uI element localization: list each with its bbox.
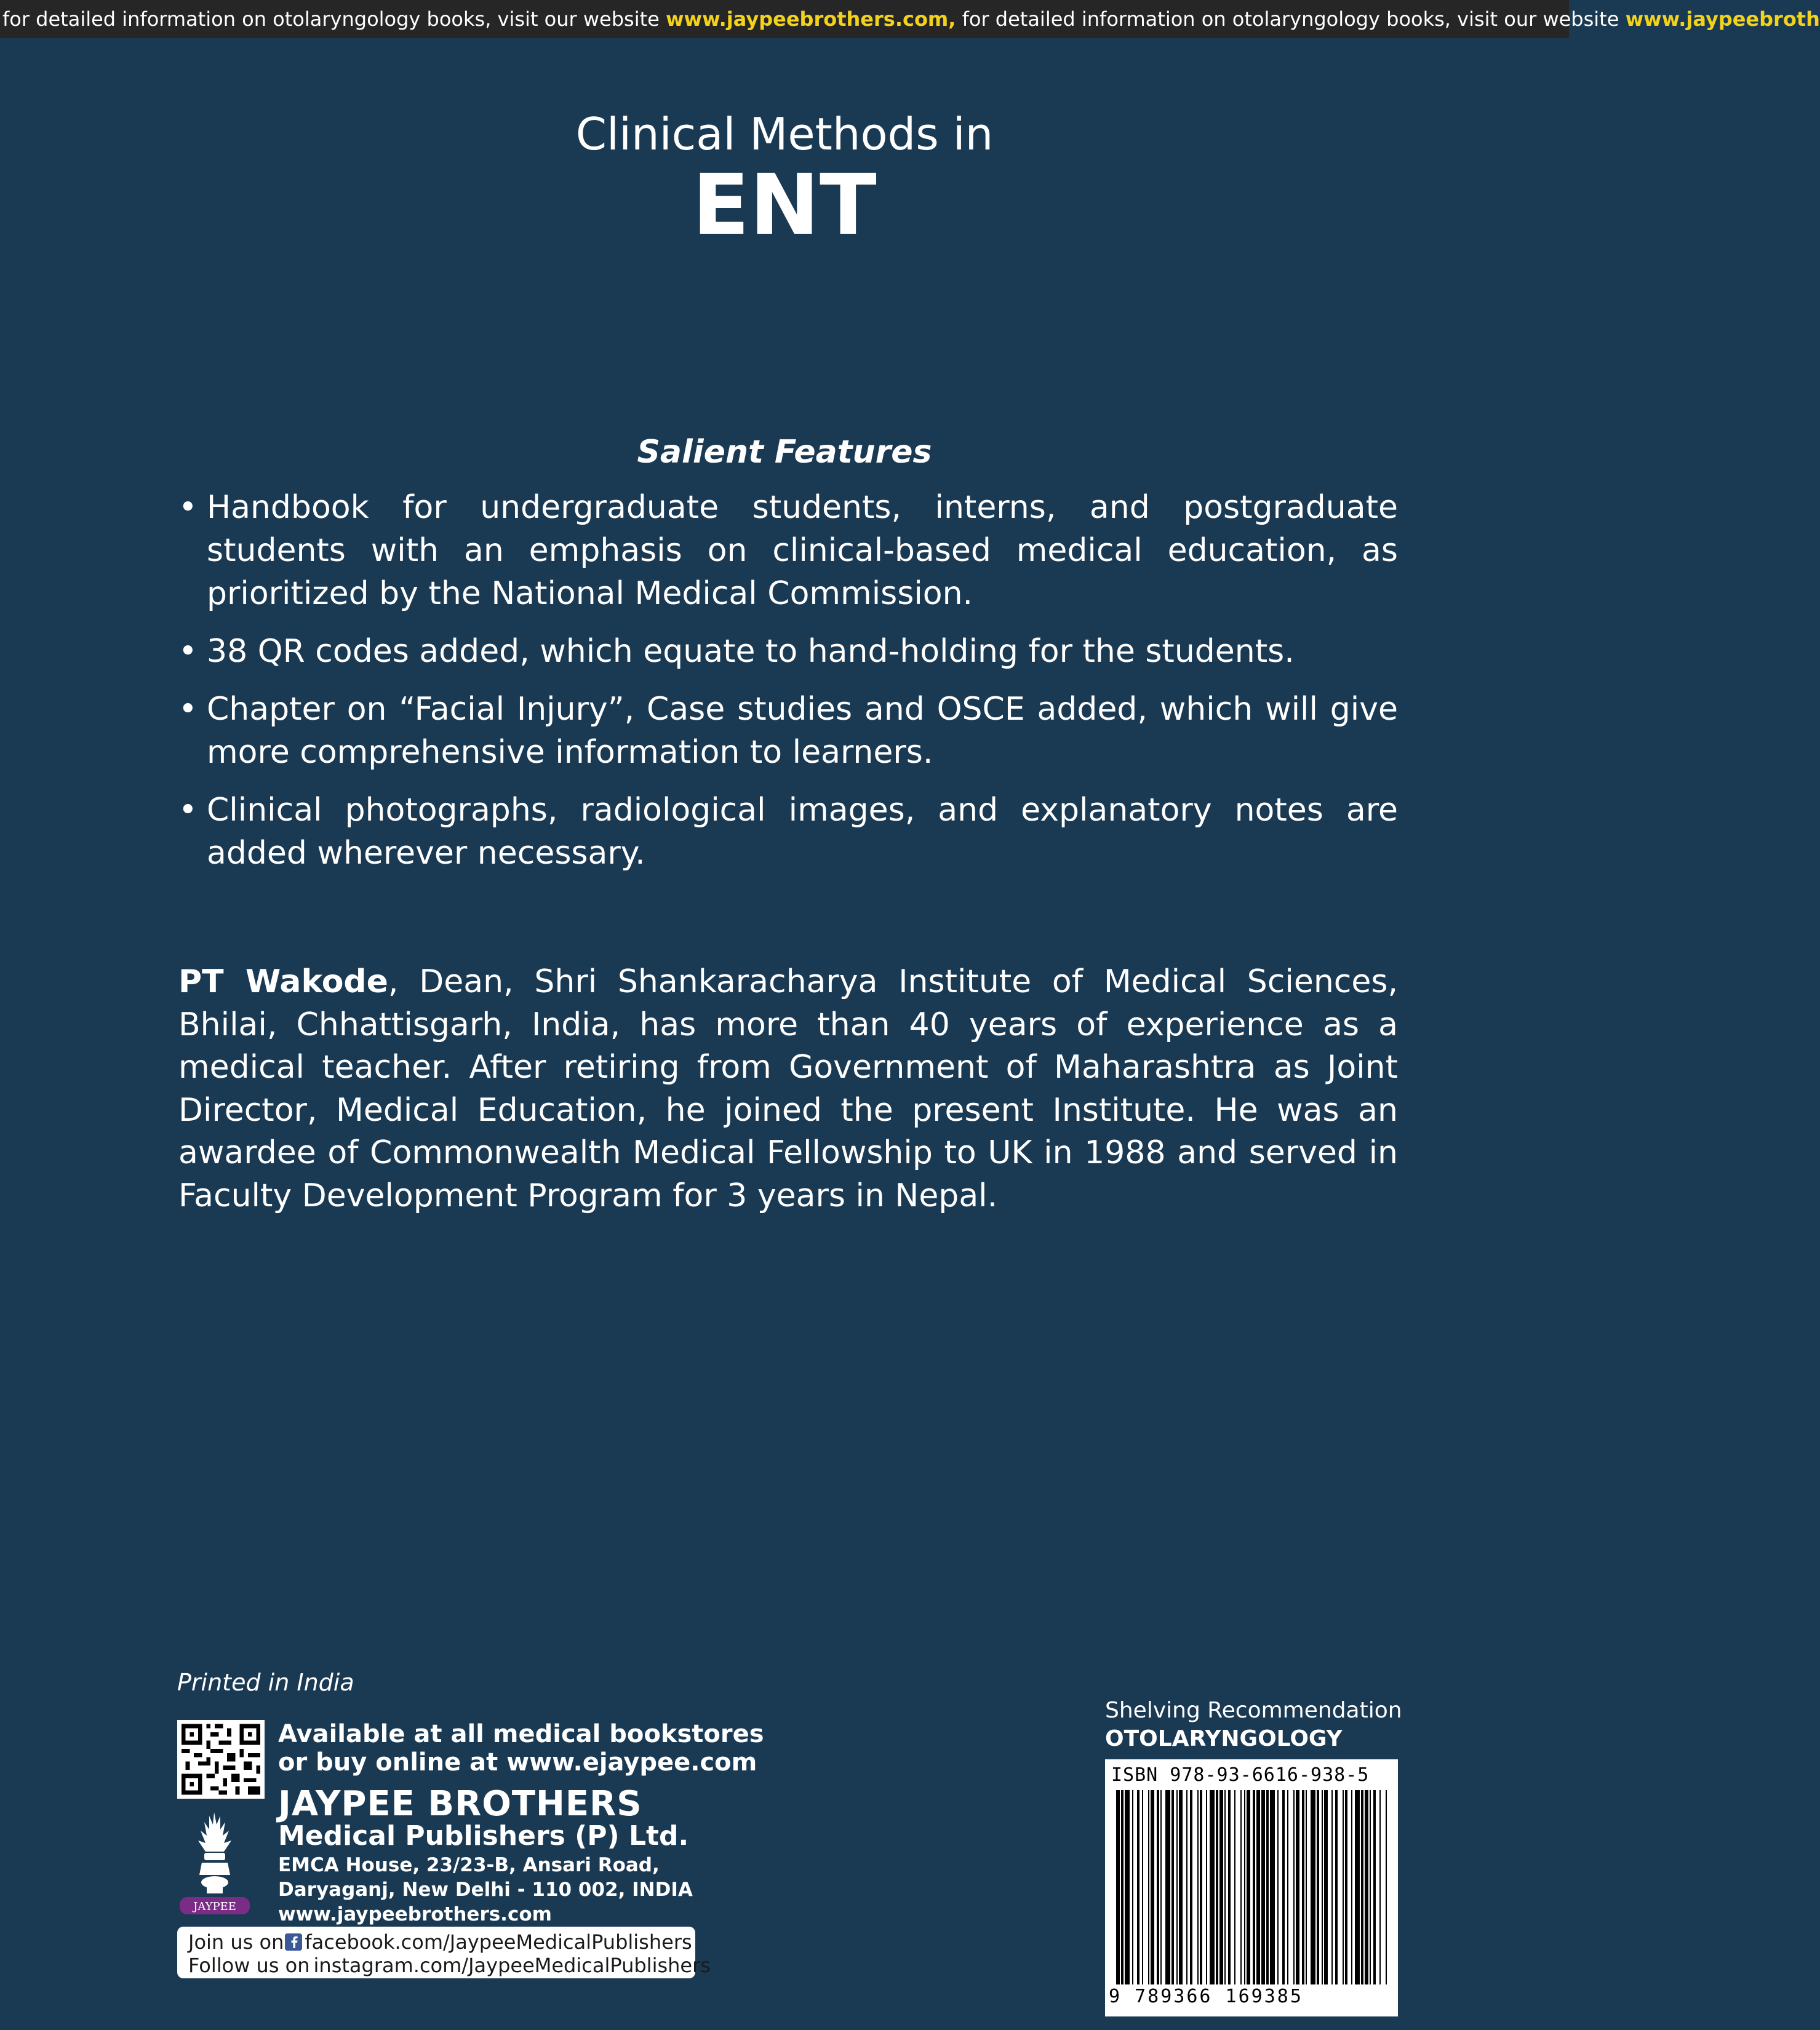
features-heading: Salient Features: [637, 434, 932, 471]
publisher-subtitle: Medical Publishers (P) Ltd.: [278, 1820, 689, 1852]
shelving-label: Shelving Recommendation: [1105, 1698, 1402, 1723]
barcode-bar: [1379, 1790, 1381, 1984]
barcode-bar: [1277, 1790, 1279, 1984]
barcode-bar: [1200, 1790, 1202, 1984]
instagram-prefix: Follow us on: [188, 1954, 310, 1977]
instagram-row[interactable]: [188, 1954, 711, 1977]
barcode-bar: [1160, 1790, 1162, 1984]
availability-notice: [278, 1720, 764, 1777]
barcode-bar: [1151, 1790, 1154, 1984]
book-title-line1: Clinical Methods in: [575, 108, 994, 160]
jaypee-logo: [177, 1809, 252, 1917]
feature-item: • Clinical photographs, radiological images, and explanatory notes are added wherever necessary.: [178, 789, 1398, 875]
barcode-bars: [1116, 1790, 1387, 1984]
barcode-bar: [1343, 1790, 1344, 1984]
barcode-bar: [1351, 1790, 1352, 1984]
publisher-website-link[interactable]: www.jaypeebrothers.com: [278, 1903, 552, 1925]
qr-code[interactable]: [177, 1720, 265, 1799]
isbn-barcode: [1105, 1759, 1398, 2016]
barcode-bar: [1210, 1790, 1215, 1984]
instagram-link[interactable]: instagram.com/JaypeeMedicalPublishers: [313, 1954, 711, 1977]
banner-website-link-repeat[interactable]: www.jaypeebroth: [1625, 7, 1820, 31]
shelving-value: OTOLARYNGOLOGY: [1105, 1726, 1343, 1751]
facebook-prefix: Join us on: [188, 1930, 284, 1954]
barcode-bar: [1219, 1790, 1223, 1984]
features-list: [178, 486, 1398, 890]
barcode-bar: [1365, 1790, 1368, 1984]
author-name: PT Wakode: [178, 963, 388, 1000]
barcode-bar: [1370, 1790, 1371, 1984]
barcode-bar: [1171, 1790, 1174, 1984]
barcode-bar: [1345, 1790, 1347, 1984]
barcode-bar: [1132, 1790, 1133, 1984]
barcode-bar: [1386, 1790, 1387, 1984]
barcode-bar: [1116, 1790, 1120, 1984]
barcode-bar: [1355, 1790, 1360, 1984]
facebook-icon: [285, 1933, 302, 1951]
barcode-bar: [1306, 1790, 1307, 1984]
barcode-bar: [1176, 1790, 1178, 1984]
barcode-bar: [1247, 1790, 1250, 1984]
barcode-bar: [1190, 1790, 1192, 1984]
barcode-bar: [1282, 1790, 1285, 1984]
barcode-bar: [1253, 1790, 1255, 1984]
barcode-bar: [1261, 1790, 1265, 1984]
barcode-bar: [1142, 1790, 1143, 1984]
barcode-bar: [1197, 1790, 1199, 1984]
barcode-bar: [1137, 1790, 1139, 1984]
availability-line1: Available at all medical bookstores: [278, 1720, 764, 1748]
feature-item: • 38 QR codes added, which equate to hand-holding for the students.: [178, 630, 1398, 673]
printed-in: Printed in India: [177, 1669, 354, 1696]
barcode-bar: [1165, 1790, 1170, 1984]
feature-item: • Handbook for undergraduate students, interns, and postgraduate students with an emphasis on clinical-based medical education, as prioritized by the National Medical Commission.: [178, 486, 1398, 615]
barcode-bar: [1311, 1790, 1315, 1984]
book-title-line2: ENT: [692, 157, 877, 254]
barcode-digits: 9 789366 169385: [1109, 1986, 1303, 2007]
facebook-link[interactable]: facebook.com/JaypeeMedicalPublishers: [305, 1930, 692, 1954]
barcode-bar: [1216, 1790, 1218, 1984]
banner-website-link[interactable]: www.jaypeebrothers.com,: [665, 7, 956, 31]
address-line: Daryaganj, New Delhi - 110 002, INDIA: [278, 1879, 693, 1901]
barcode-bar: [1179, 1790, 1183, 1984]
author-bio: [178, 961, 1398, 1217]
barcode-bar: [1324, 1790, 1328, 1984]
barcode-bar: [1240, 1790, 1242, 1984]
top-banner: [0, 0, 1820, 38]
barcode-bar: [1296, 1790, 1299, 1984]
facebook-row[interactable]: [188, 1930, 692, 1954]
banner-text-repeat: for detailed information on otolaryngology books, visit our website: [956, 7, 1626, 31]
barcode-bar: [1125, 1790, 1130, 1984]
barcode-bar: [1293, 1790, 1295, 1984]
barcode-bar: [1331, 1790, 1333, 1984]
barcode-bar: [1228, 1790, 1231, 1984]
barcode-bar: [1224, 1790, 1226, 1984]
barcode-bar: [1256, 1790, 1260, 1984]
author-description: , Dean, Shri Shankaracharya Institute of Medical Sciences, Bhilai, Chhattisgarh, India, has more than 40 years of experience as a medical teacher. After retiring from Government of Maharashtra as Joint Director, Medical Education, he joined the present Institute. He was an awardee of Commonwealth Medical Fellowship to UK in 1988 and served in Faculty Development Program for 3 years in Nepal.: [178, 963, 1398, 1214]
address-line: EMCA House, 23/23-B, Ansari Road,: [278, 1854, 660, 1876]
barcode-bar: [1157, 1790, 1159, 1984]
barcode-bar: [1361, 1790, 1363, 1984]
availability-line2[interactable]: or buy online at www.ejaypee.com: [278, 1748, 757, 1777]
barcode-bar: [1186, 1790, 1187, 1984]
barcode-bar: [1287, 1790, 1288, 1984]
barcode-bar: [1266, 1790, 1269, 1984]
isbn-text: ISBN 978-93-6616-938-5: [1111, 1764, 1370, 1786]
publisher-address: [278, 1853, 693, 1927]
banner-text: for detailed information on otolaryngology books, visit our website: [2, 7, 666, 31]
barcode-bar: [1270, 1790, 1275, 1984]
barcode-bar: [1234, 1790, 1235, 1984]
barcode-bar: [1121, 1790, 1124, 1984]
barcode-bar: [1335, 1790, 1338, 1984]
barcode-bar: [1322, 1790, 1323, 1984]
feature-item: • Chapter on “Facial Injury”, Case studies and OSCE added, which will give more comprehensive information to learners.: [178, 688, 1398, 774]
barcode-bar: [1206, 1790, 1207, 1984]
barcode-bar: [1244, 1790, 1245, 1984]
social-links-box: [177, 1927, 711, 1978]
barcode-bar: [1373, 1790, 1376, 1984]
publisher-name: JAYPEE BROTHERS: [278, 1784, 642, 1824]
barcode-bar: [1302, 1790, 1304, 1984]
barcode-bar: [1148, 1790, 1149, 1984]
barcode-bar: [1317, 1790, 1319, 1984]
logo-text: JAYPEE: [193, 1900, 236, 1913]
